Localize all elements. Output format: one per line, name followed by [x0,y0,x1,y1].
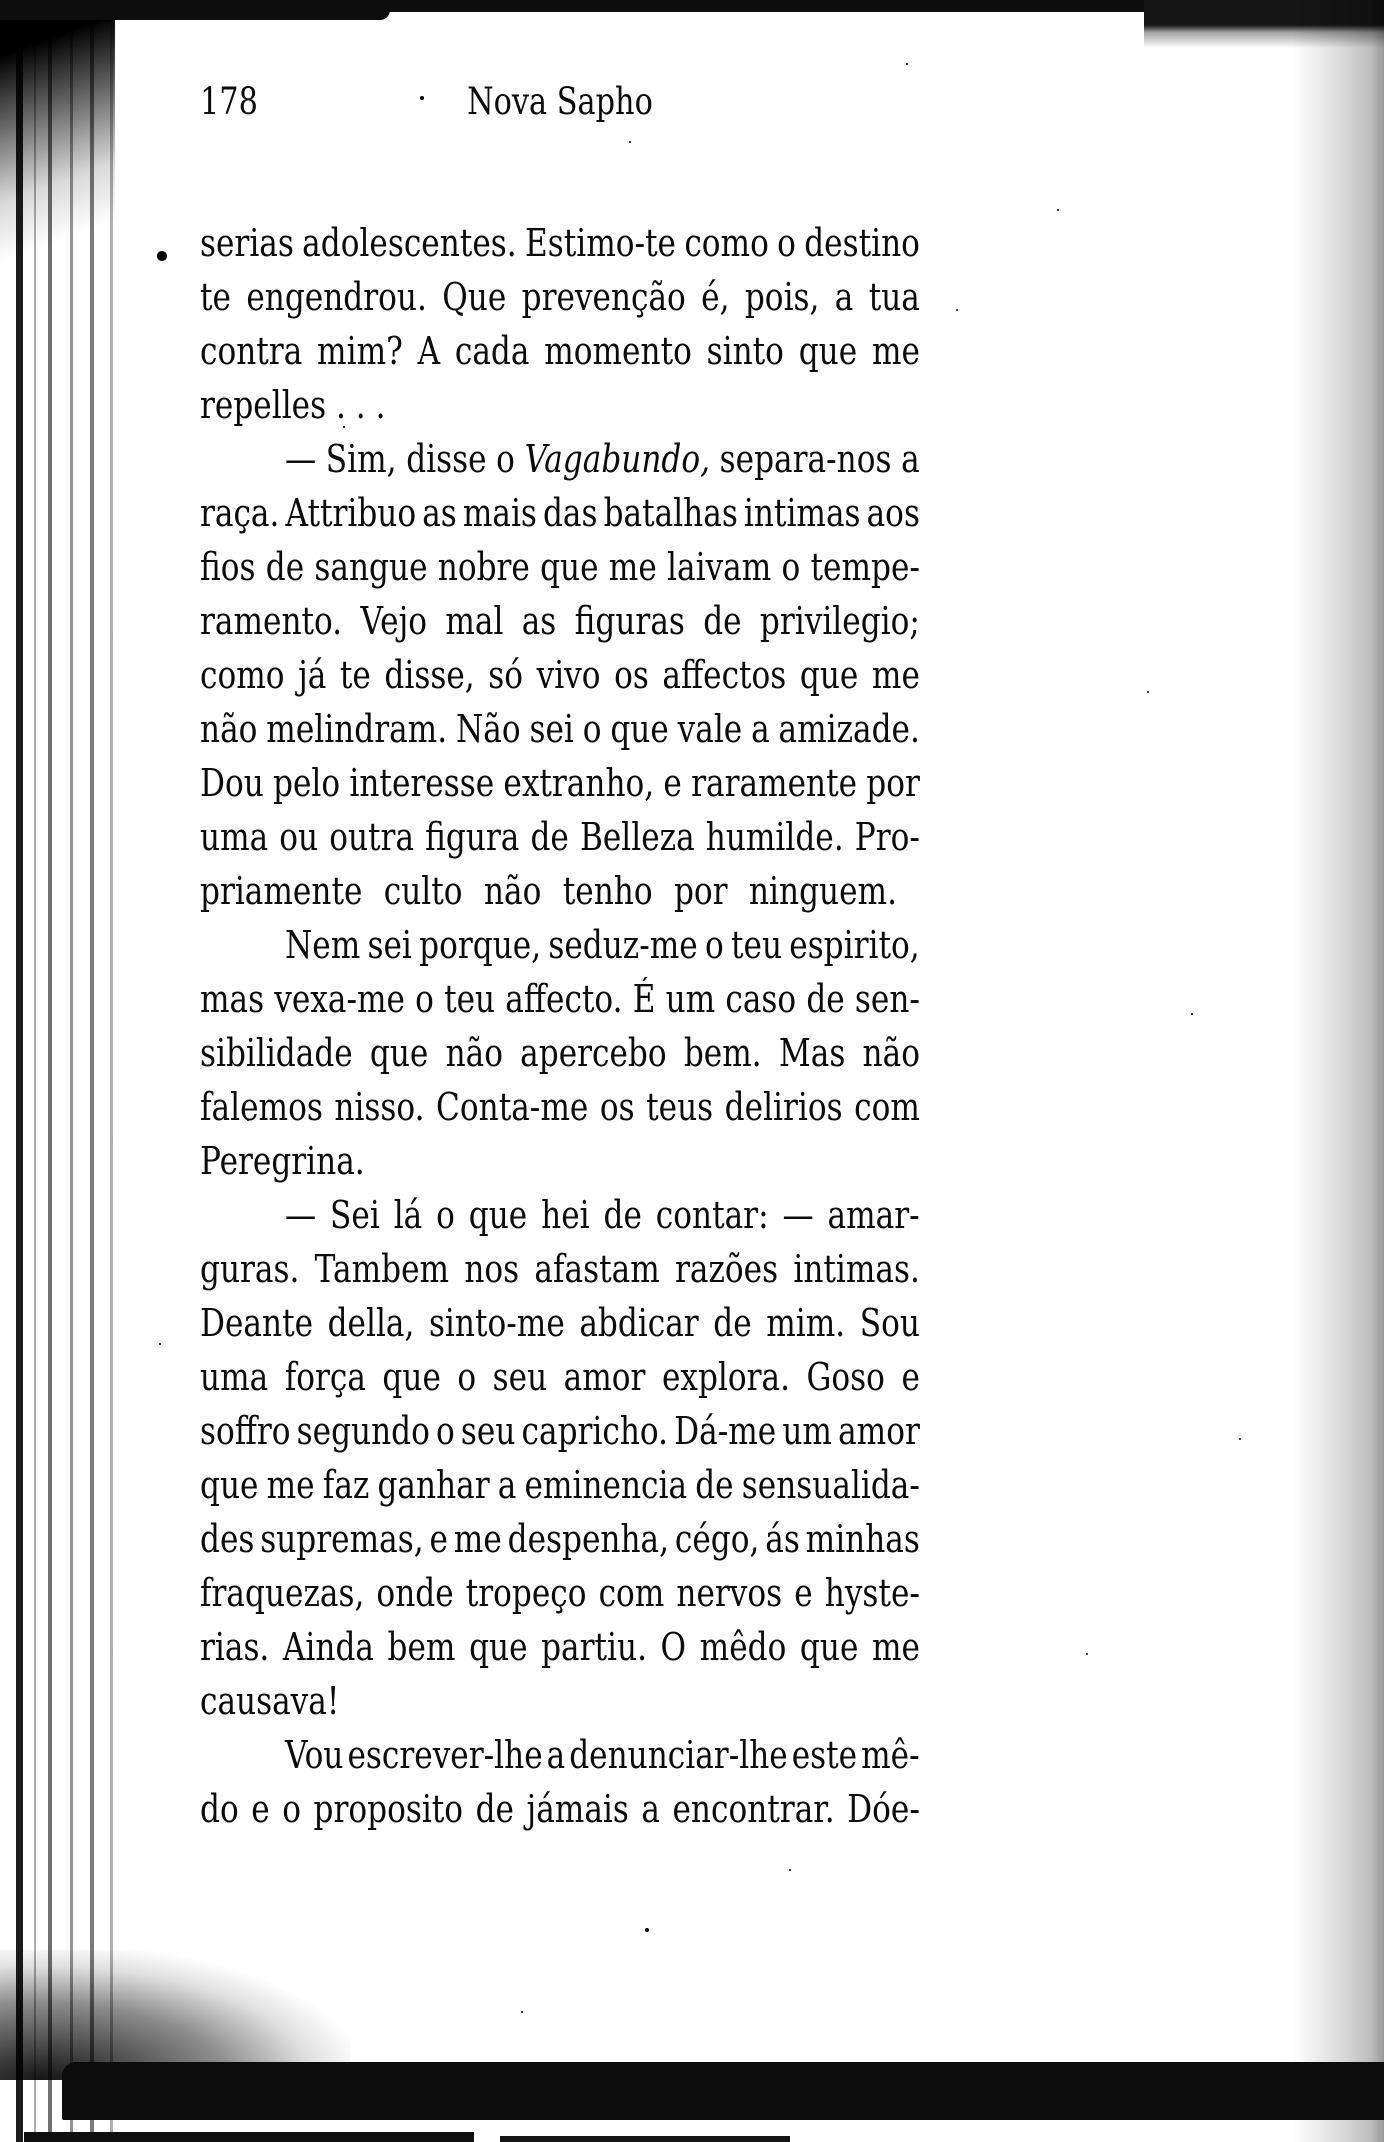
scan-edge-bottom [62,2062,1384,2120]
text-line: — Sim, disse o Vagabundo, separa-nos a [285,437,920,481]
text-line: que me faz ganhar a eminencia de sensualida- [200,1463,920,1507]
text-line: soffro segundo o seu capricho. Dá-me um amor [200,1409,920,1453]
text-line: como já te disse, só vivo os affectos que me [200,653,920,697]
text-line: Dou pelo interesse extranho, e raramente por [200,761,920,805]
scan-shadow-bottom-left [0,1950,350,2080]
page-number: 178 [200,80,258,123]
text-line: priamente culto não tenho por ninguem. [200,869,897,913]
text-line: contra mim? A cada momento sinto que me [200,329,920,373]
text-line: fraquezas, onde tropeço com nervos e hyste- [200,1571,920,1615]
text-line: não melindram. Não sei o que vale a amizade. [200,707,920,751]
scan-shadow-right [1292,0,1384,2142]
page-header [200,82,920,122]
text-line: uma ou outra figura de Belleza humilde. Pro- [200,815,920,859]
ink-specks [0,0,4,4]
text-line: falemos nisso. Conta-me os teus delirios com [200,1085,920,1129]
text-line: mas vexa-me o teu affecto. É um caso de sen- [200,977,920,1021]
text-block [200,216,1078,1836]
text-line: uma força que o seu amor explora. Goso e [200,1355,920,1399]
running-title: Nova Sapho [467,80,653,123]
text-line: Nem sei porque, seduz-me o teu espirito, [285,923,920,967]
text-line: te engendrou. Que prevenção é, pois, a tua [200,275,920,319]
text-line: do e o proposito de jámais a encontrar. Dóe- [200,1787,920,1831]
text-line: fios de sangue nobre que me laivam o tempe- [200,545,920,589]
text-line: — Sei lá o que hei de contar: — amar- [285,1193,920,1237]
text-line: Vou escrever-lhe a denunciar-lhe este mê- [285,1733,920,1777]
text-line: serias adolescentes. Estimo-te como o destino [200,221,920,265]
text-line: des supremas, e me despenha, cégo, ás minhas [200,1517,920,1561]
scan-edge-bottom-strip [500,2136,790,2142]
book-binding-shadow [0,0,135,2142]
scan-edge-top-left [0,0,390,20]
text-line: rias. Ainda bem que partiu. O mêdo que me [200,1625,920,1669]
text-line: sibilidade que não apercebo bem. Mas não [200,1031,920,1075]
text-line: causava! [200,1679,340,1723]
scan-edge-bottom-strip [24,2132,474,2142]
text-line: ramento. Vejo mal as figuras de privilegio; [200,599,920,643]
text-line: repelles . . . [200,383,386,427]
text-line: guras. Tambem nos afastam razões intimas. [200,1247,920,1291]
text-line: Deante della, sinto-me abdicar de mim. Sou [200,1301,920,1345]
text-line: raça. Attribuo as mais das batalhas intimas aos [200,491,920,535]
text-line: Peregrina. [200,1139,365,1183]
scan-shadow-top-left [0,0,115,310]
